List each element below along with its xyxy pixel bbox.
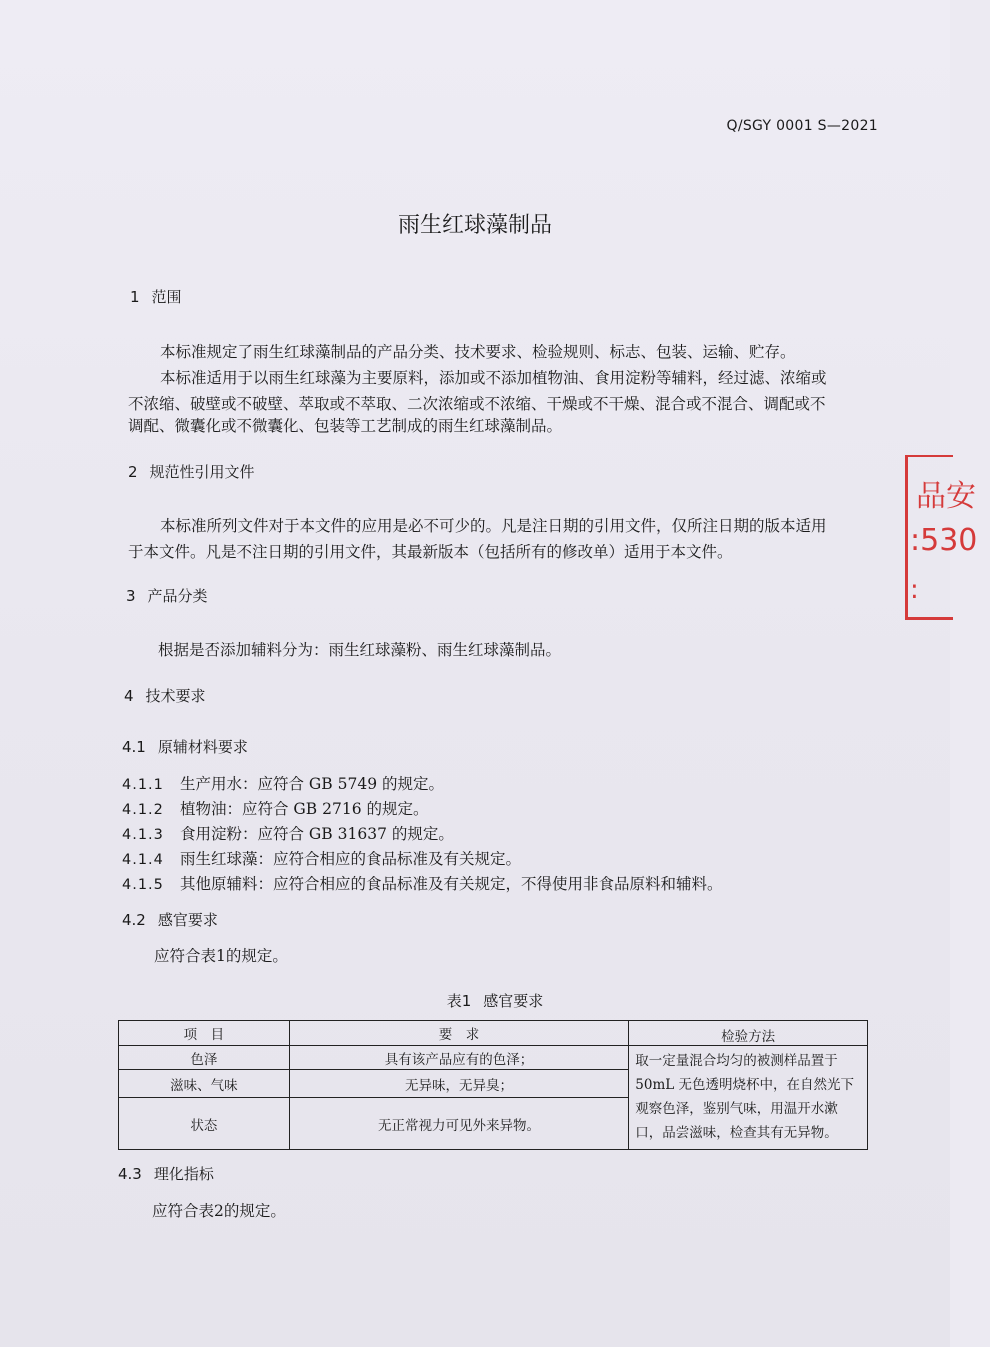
stamp-text: :530 bbox=[910, 523, 978, 558]
item-number: 4.1.1 bbox=[122, 777, 164, 793]
table-cell-item: 色泽 bbox=[119, 1046, 290, 1070]
table-1-caption bbox=[0, 990, 990, 1011]
item-text: 生产用水：应符合 GB 5749 的规定。 bbox=[180, 775, 445, 793]
s3-paragraph: 根据是否添加辅料分为：雨生红球藻粉、雨生红球藻制品。 bbox=[158, 641, 562, 659]
table-cell-method: 取一定量混合均匀的被测样品置于50mL 无色透明烧杯中，在自然光下观察色泽，鉴别气味，用温开水漱口，品尝滋味，检查其有无异物。 bbox=[629, 1046, 868, 1150]
section-title: 理化指标 bbox=[153, 1165, 214, 1183]
section-title: 技术要求 bbox=[145, 687, 206, 705]
table-row bbox=[119, 1046, 868, 1070]
section-2-heading bbox=[128, 461, 255, 482]
sensory-requirements-table bbox=[118, 1020, 868, 1150]
item-text: 植物油：应符合 GB 2716 的规定。 bbox=[180, 800, 429, 818]
table-caption-title: 感官要求 bbox=[483, 992, 544, 1010]
section-number: 4.1 bbox=[122, 738, 146, 756]
list-item bbox=[122, 847, 521, 869]
item-text: 食用淀粉：应符合 GB 31637 的规定。 bbox=[180, 825, 454, 843]
table-header-cell: 项 目 bbox=[119, 1021, 290, 1046]
item-text: 其他原辅料：应符合相应的食品标准及有关规定，不得使用非食品原料和辅料。 bbox=[180, 875, 723, 893]
table-cell-requirement: 具有该产品应有的色泽； bbox=[289, 1046, 629, 1070]
s1-paragraph-2-line-2: 不浓缩、破壁或不破壁、萃取或不萃取、二次浓缩或不浓缩、干燥或不干燥、混合或不混合、调配或不 bbox=[128, 395, 826, 413]
section-4-3-heading bbox=[118, 1163, 214, 1184]
section-4-1-heading bbox=[122, 736, 248, 757]
section-number: 4.2 bbox=[122, 911, 146, 929]
item-number: 4.1.2 bbox=[122, 802, 164, 818]
section-title: 范围 bbox=[151, 288, 182, 306]
document-title: 雨生红球藻制品 bbox=[397, 213, 552, 238]
s1-paragraph-2-line-3: 调配、微囊化或不微囊化、包装等工艺制成的雨生红球藻制品。 bbox=[128, 417, 563, 435]
list-item bbox=[122, 772, 444, 794]
table-cell-requirement: 无正常视力可见外来异物。 bbox=[289, 1098, 629, 1150]
section-title: 规范性引用文件 bbox=[149, 463, 255, 481]
item-number: 4.1.4 bbox=[122, 852, 164, 868]
table-cell-item: 状态 bbox=[119, 1098, 290, 1150]
section-title: 产品分类 bbox=[147, 587, 208, 605]
table-header-cell: 要 求 bbox=[289, 1021, 629, 1046]
section-number: 3 bbox=[126, 587, 136, 605]
s1-paragraph-2-line-1: 本标准适用于以雨生红球藻为主要原料，添加或不添加植物油、食用淀粉等辅料，经过滤、浓缩或 bbox=[160, 369, 827, 387]
s1-paragraph-1: 本标准规定了雨生红球藻制品的产品分类、技术要求、检验规则、标志、包装、运输、贮存。 bbox=[160, 343, 796, 361]
table-cell-item: 滋味、气味 bbox=[119, 1070, 290, 1098]
section-number: 2 bbox=[128, 463, 138, 481]
section-4-heading bbox=[124, 685, 206, 706]
document-number: Q/SGY 0001 S—2021 bbox=[726, 118, 878, 134]
s2-paragraph-line-2: 于本文件。凡是不注日期的引用文件，其最新版本（包括所有的修改单）适用于本文件。 bbox=[128, 543, 733, 561]
section-title: 原辅材料要求 bbox=[157, 738, 248, 756]
item-text: 雨生红球藻：应符合相应的食品标准及有关规定。 bbox=[180, 850, 522, 868]
section-number: 4 bbox=[124, 687, 134, 705]
stamp-text: 品安 bbox=[916, 479, 976, 514]
table-cell-requirement: 无异味，无异臭； bbox=[289, 1070, 629, 1098]
section-number: 4.3 bbox=[118, 1165, 142, 1183]
list-item bbox=[122, 822, 454, 844]
section-3-heading bbox=[126, 585, 208, 606]
section-number: 1 bbox=[130, 288, 140, 306]
s4-3-paragraph: 应符合表2的规定。 bbox=[152, 1202, 286, 1220]
section-4-2-heading bbox=[122, 909, 218, 930]
table-caption-number: 表1 bbox=[446, 992, 472, 1010]
s4-2-paragraph: 应符合表1的规定。 bbox=[154, 947, 288, 965]
list-item bbox=[122, 872, 723, 894]
stamp-text: : bbox=[910, 575, 919, 605]
s2-paragraph-line-1: 本标准所列文件对于本文件的应用是必不可少的。凡是注日期的引用文件，仅所注日期的版本适用 bbox=[160, 517, 827, 535]
table-header-cell: 检验方法 bbox=[629, 1021, 868, 1046]
section-1-heading bbox=[130, 286, 182, 307]
section-title: 感官要求 bbox=[157, 911, 218, 929]
item-number: 4.1.5 bbox=[122, 877, 164, 893]
item-number: 4.1.3 bbox=[122, 827, 164, 843]
red-seal-stamp bbox=[905, 455, 978, 620]
table-header-row bbox=[119, 1021, 868, 1046]
list-item bbox=[122, 797, 429, 819]
